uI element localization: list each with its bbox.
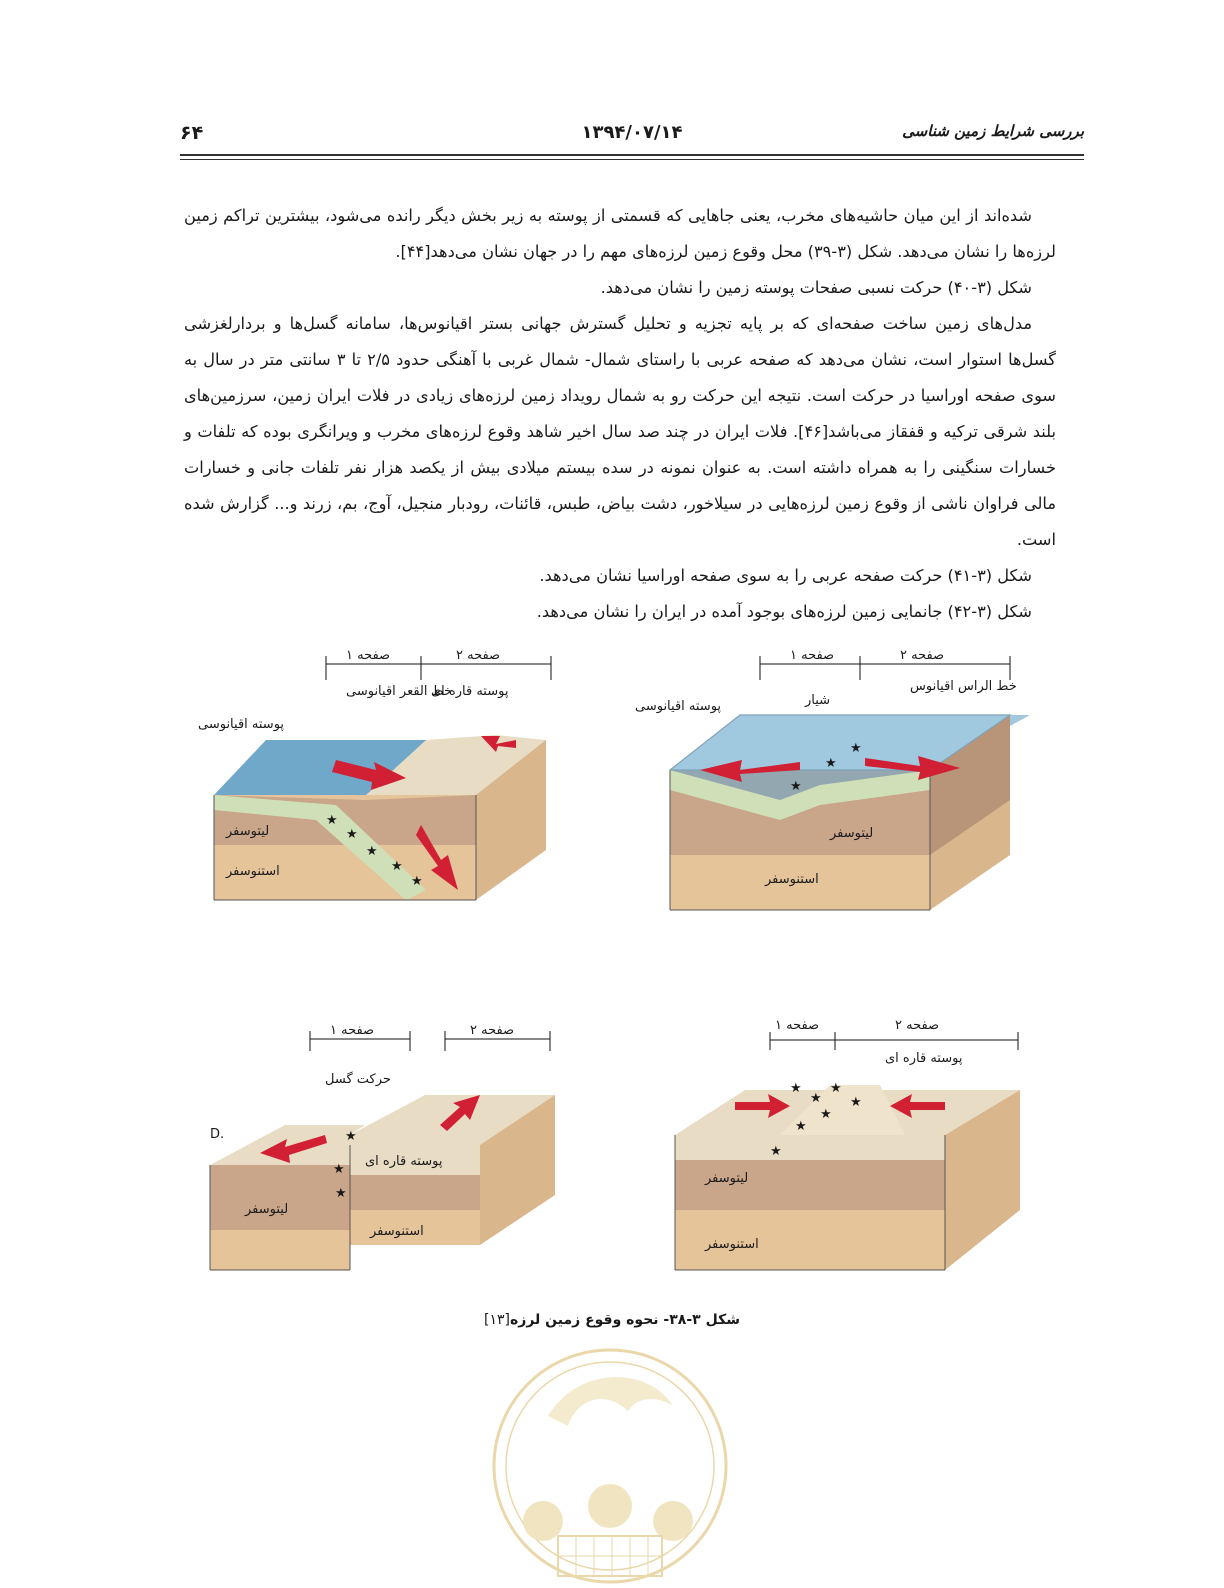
label-continental-crust: پوسته قاره ای [365, 1154, 443, 1169]
figure-collision-boundary [670, 1010, 1030, 1280]
svg-text:★: ★ [790, 779, 802, 794]
label-ridge: خط الراس اقیانوس [910, 679, 1017, 694]
svg-text:★: ★ [411, 874, 423, 889]
label-asthenosphere: استنوسفر [765, 872, 819, 887]
svg-text:★: ★ [326, 813, 338, 828]
label-plate1: صفحه ۱ [346, 648, 391, 663]
label-plate2: صفحه ۲ [900, 648, 945, 663]
svg-text:★: ★ [790, 1081, 802, 1096]
label-continental-crust: پوسته قاره ای [431, 684, 509, 699]
label-plate1: صفحه ۱ [775, 1018, 820, 1033]
figure-transform-boundary [205, 1015, 565, 1275]
figure-caption [0, 1312, 1224, 1328]
paragraph: شکل (۳-۴۱) حرکت صفحه عربی را به سوی صفحه اوراسیا نشان می‌دهد. [539, 566, 1032, 585]
label-plate2: صفحه ۲ [456, 648, 501, 663]
label-plate2: صفحه ۲ [895, 1018, 940, 1033]
page-number: ۶۴ [180, 122, 204, 144]
label-plate2: صفحه ۲ [470, 1023, 515, 1038]
label-ocean-crust: پوسته اقیانوسی [198, 717, 285, 732]
chapter-title: بررسی شرایط زمین شناسی [902, 122, 1084, 140]
label-ocean-crust: پوسته اقیانوسی [635, 699, 722, 714]
label-lithosphere: لیتوسفر [245, 1202, 289, 1217]
label-plate1: صفحه ۱ [330, 1023, 375, 1038]
label-asthenosphere: استنوسفر [370, 1224, 424, 1239]
watermark-seal [488, 1336, 732, 1584]
label-rift: شیار [805, 693, 831, 708]
label-asthenosphere: استنوسفر [226, 864, 280, 879]
figure-divergent-boundary [630, 640, 1030, 920]
header-rule [180, 154, 1084, 156]
header-date: ۱۳۹۴/۰۷/۱۴ [581, 122, 683, 143]
figure-subduction-boundary [196, 640, 566, 910]
label-asthenosphere: استنوسفر [705, 1237, 759, 1252]
svg-text:★: ★ [850, 1095, 862, 1110]
paragraph: مدل‌های زمین ساخت صفحه‌ای که بر پایه تجزیه و تحلیل گسترش جهانی بستر اقیانوس‌ها، سامانه گسل‌ها و بردارلغزشی گسل‌ها استوار است، نشان می‌دهد که صفحه عربی با راستای شمال- شمال غربی با آهنگی حدود ۲/۵ تا ۳ سانتی متر در سال به سوی صفحه اوراسیا در حرکت است. نتیجه این حرکت رو به شمال رویداد زمین لرزه‌های زیادی در فلات ایران زمین، سرزمین‌های بلند شرقی ترکیه و قفقاز می‌باشد[۴۶]. فلات ایران در چند صد سال اخیر شاهد وقوع لرزه‌های مخرب و ویرانگری بوده که تلفات و خسارات سنگینی را به همراه داشته است. به عنوان نمونه در سده بیستم میلادی بیش از یکصد هزار نفر تلفات جانی و خسارات مالی فراوان ناشی از وقوع زمین لرزه‌هایی در سیلاخور، دشت بیاض، طبس، قائنات، رودبار منجیل، آوج، بم، زرند و... گزارش شده است. [184, 314, 1057, 549]
label-plate1: صفحه ۱ [790, 648, 835, 663]
paragraph: شده‌اند از این میان حاشیه‌های مخرب، یعنی جاهایی که قسمتی از پوسته به زیر بخش دیگر رانده می‌شود، بیشترین تراکم زمین لرزه‌ها را نشان می‌دهد. شکل (۳-۳۹) محل وقوع زمین لرزه‌های مهم را در جهان نشان می‌دهد[۴۴]. [184, 206, 1056, 261]
label-lithosphere: لیتوسفر [705, 1171, 749, 1186]
svg-text:★: ★ [333, 1162, 345, 1177]
svg-text:★: ★ [825, 756, 837, 771]
header-rule-thin [180, 159, 1084, 160]
label-lithosphere: لیتوسفر [226, 824, 270, 839]
svg-text:★: ★ [770, 1144, 782, 1159]
paragraph: شکل (۳-۴۲) جانمایی زمین لرزه‌های بوجود آمده در ایران را نشان می‌دهد. [536, 602, 1032, 621]
label-lithosphere: لیتوسفر [830, 826, 874, 841]
svg-text:★: ★ [810, 1091, 822, 1106]
body-text [184, 198, 1056, 630]
svg-text:★: ★ [346, 827, 358, 842]
label-continental-crust: پوسته قاره ای [885, 1051, 963, 1066]
svg-text:★: ★ [345, 1129, 357, 1144]
svg-text:★: ★ [391, 859, 403, 874]
caption-label: شکل ۳-۳۸- نحوه وقوع زمین لرزه [510, 1312, 740, 1328]
svg-text:★: ★ [335, 1186, 347, 1201]
caption-ref: [۱۳] [484, 1312, 510, 1328]
svg-text:★: ★ [850, 741, 862, 756]
panel-letter: D. [210, 1127, 225, 1142]
svg-text:★: ★ [366, 844, 378, 859]
label-trench: خط القعر اقیانوسی [346, 684, 453, 699]
svg-text:★: ★ [830, 1081, 842, 1096]
svg-text:★: ★ [820, 1107, 832, 1122]
page-header [180, 118, 1084, 148]
paragraph: شکل (۳-۴۰) حرکت نسبی صفحات پوسته زمین را نشان می‌دهد. [600, 278, 1032, 297]
label-fault-motion: حرکت گسل [325, 1072, 391, 1087]
svg-text:★: ★ [795, 1119, 807, 1134]
